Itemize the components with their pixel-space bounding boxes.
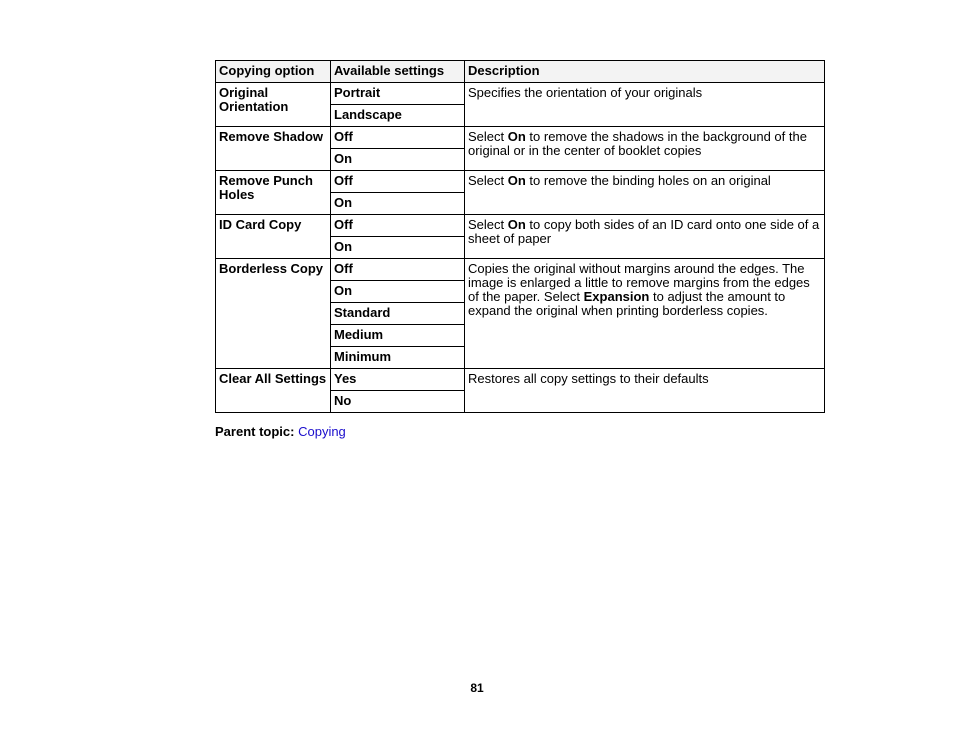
description-text: Select	[468, 129, 508, 144]
table-header-row	[216, 61, 825, 83]
header-copying-option: Copying option	[216, 61, 331, 83]
option-description	[465, 259, 825, 369]
description-text: to remove the shadows in the background of the original or in the center of booklet copies	[468, 129, 807, 158]
option-description	[465, 171, 825, 215]
option-description	[465, 127, 825, 171]
setting-value: Medium	[331, 325, 465, 347]
table-body	[216, 83, 825, 413]
page-number: 81	[470, 681, 484, 695]
setting-value: No	[331, 391, 465, 413]
description-text: Select	[468, 173, 508, 188]
option-name: Borderless Copy	[216, 259, 331, 369]
description-emphasis: Expansion	[583, 289, 650, 304]
header-description: Description	[465, 61, 825, 83]
option-name: ID Card Copy	[216, 215, 331, 259]
description-text: to adjust the amount to expand the original when printing borderless copies.	[468, 289, 786, 318]
table-row	[216, 215, 825, 237]
option-name: Clear All Settings	[216, 369, 331, 413]
setting-value: Off	[331, 259, 465, 281]
setting-value: Yes	[331, 369, 465, 391]
header-available-settings: Available settings	[331, 61, 465, 83]
description-emphasis: On	[507, 217, 526, 232]
setting-value: On	[331, 281, 465, 303]
description-text: to copy both sides of an ID card onto one side of a sheet of paper	[468, 217, 820, 246]
table-row	[216, 83, 825, 105]
setting-value: Minimum	[331, 347, 465, 369]
description-text: Copies the original without margins around the edges. The image is enlarged a little to remove margins from the edges of the paper. Select	[468, 261, 810, 304]
setting-value: Off	[331, 215, 465, 237]
parent-topic-link[interactable]: Copying	[298, 424, 346, 439]
option-description	[465, 369, 825, 413]
description-text: Restores all copy settings to their defaults	[468, 371, 709, 386]
table-row	[216, 171, 825, 193]
option-description	[465, 215, 825, 259]
option-name: Remove Punch Holes	[216, 171, 331, 215]
setting-value: Standard	[331, 303, 465, 325]
description-text: Specifies the orientation of your originals	[468, 85, 703, 100]
option-name: Remove Shadow	[216, 127, 331, 171]
description-text: Select	[468, 217, 508, 232]
parent-topic-label: Parent topic:	[215, 424, 295, 439]
option-description	[465, 83, 825, 127]
description-emphasis: On	[507, 129, 526, 144]
description-emphasis: On	[507, 173, 526, 188]
setting-value: On	[331, 237, 465, 259]
setting-value: On	[331, 149, 465, 171]
description-text: to remove the binding holes on an original	[525, 173, 771, 188]
option-name: Original Orientation	[216, 83, 331, 127]
table-row	[216, 369, 825, 391]
table-row	[216, 127, 825, 149]
parent-topic	[215, 424, 346, 439]
setting-value: Portrait	[331, 83, 465, 105]
setting-value: On	[331, 193, 465, 215]
setting-value: Off	[331, 127, 465, 149]
setting-value: Off	[331, 171, 465, 193]
setting-value: Landscape	[331, 105, 465, 127]
table-row	[216, 259, 825, 281]
copy-settings-table	[215, 60, 825, 413]
